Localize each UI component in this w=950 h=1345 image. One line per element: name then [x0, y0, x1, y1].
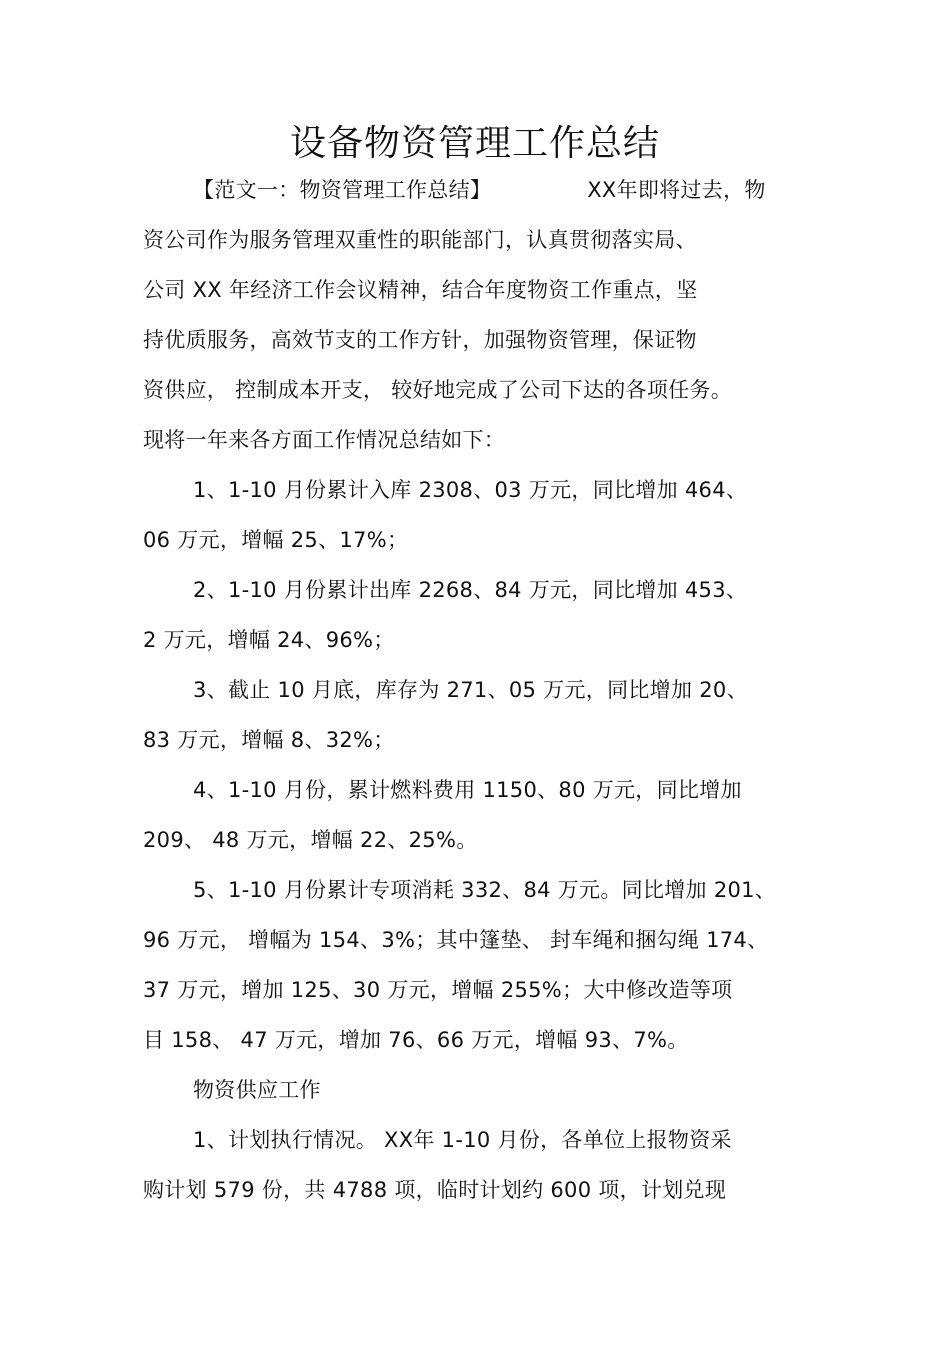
intro-line: 资公司作为服务管理双重性的职能部门，认真贯彻落实局、	[143, 228, 697, 252]
intro-heading: 【范文一：物资管理工作总结】	[193, 178, 492, 202]
intro-first-line	[193, 175, 766, 205]
item-5-line: 5、1-10 月份累计专项消耗 332、84 万元。同比增加 201、	[193, 878, 777, 902]
item-1-line: 1、1-10 月份累计入库 2308、03 万元，同比增加 464、	[193, 478, 748, 502]
intro-line: XX年即将过去，物	[587, 178, 766, 202]
item-2-line: 2、1-10 月份累计出库 2268、84 万元，同比增加 453、	[193, 578, 748, 602]
item-5-line: 96 万元， 增幅为 154、3%；其中篷垫、 封车绳和捆勾绳 174、	[143, 928, 769, 952]
section-heading: 物资供应工作	[193, 1078, 321, 1102]
document-title: 设备物资管理工作总结	[289, 123, 660, 164]
item-1-line: 06 万元，增幅 25、17%；	[143, 528, 409, 552]
section-item-line: 1、计划执行情况。 XX年 1-10 月份，各单位上报物资采	[193, 1128, 732, 1152]
item-3-line: 83 万元，增幅 8、32%；	[143, 728, 395, 752]
item-2-line: 2 万元，增幅 24、96%；	[143, 628, 395, 652]
item-4-line: 4、1-10 月份，累计燃料费用 1150、80 万元，同比增加	[193, 778, 742, 802]
section-item-line: 购计划 579 份，共 4788 项，临时计划约 600 项，计划兑现	[143, 1178, 727, 1202]
intro-line: 公司 XX 年经济工作会议精神，结合年度物资工作重点，坚	[143, 278, 698, 302]
intro-line: 资供应， 控制成本开支， 较好地完成了公司下达的各项任务。	[143, 378, 733, 402]
item-4-line: 209、 48 万元，增幅 22、25%。	[143, 828, 478, 852]
item-5-line: 37 万元，增加 125、30 万元，增幅 255%；大中修改造等项	[143, 978, 733, 1002]
intro-line: 持优质服务，高效节支的工作方针，加强物资管理，保证物	[143, 328, 697, 352]
intro-line: 现将一年来各方面工作情况总结如下：	[143, 428, 506, 452]
item-5-line: 目 158、 47 万元，增加 76、66 万元，增幅 93、7%。	[143, 1028, 689, 1052]
item-3-line: 3、截止 10 月底，库存为 271、05 万元，同比增加 20、	[193, 678, 748, 702]
